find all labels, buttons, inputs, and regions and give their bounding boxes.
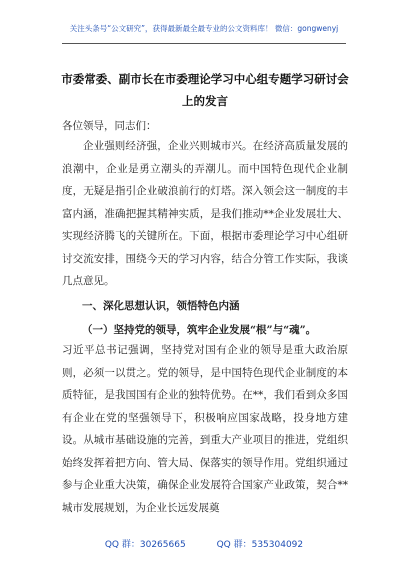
header-divider [62,43,346,44]
section-heading: 一、深化思想认识，领悟特色内涵 [82,300,240,312]
footer-qq-group-1: QQ 群：30265665 [104,540,186,550]
body-paragraph-1: 企业强则经济强，企业兴则城市兴。在经济高质量发展的浪潮中，企业是勇立潮头的弄潮儿。而中国特色现代企业制度，无疑是指引企业破浪前行的灯塔。深入领会这一制度的丰富内涵，准确把握其精神实质，是我们推动**企业发展壮大、实现经济腾飞的关键所在。下面，根据市委理论学习中心组研讨交流安排，围绕今天的学习内容，结合分管工作实际，我谈几点意见。 [62,140,348,287]
promo-text: 关注头条号“公文研究”，获得最新最全最专业的公文资料库！ 微信：gongwenyj [69,24,339,33]
body-paragraph-2: 习近平总书记强调，坚持党对国有企业的领导是重大政治原则，必须一以贯之。党的领导，是中国特色现代企业制度的本质特征，是我国国有企业的独特优势。在**，我们看到众多国有企业在党的坚强领导下，积极响应国家战略，投身地方建设。从城市基础设施的完善，到重大产业项目的推进，党组织始终发挥着把方向、管大局、保落实的领导作用。党组织通过参与企业重大决策，确保企业发展符合国家产业政策，契合**城市发展规划，为企业长远发展奠 [62,344,348,514]
title-line-1: 市委常委、副市长在市委理论学习中心组专题学习研讨会 [61,72,349,86]
footer-qq-group-2: QQ 群：535304092 [216,540,304,550]
subsection-heading: （一）坚持党的领导，筑牢企业发展“根”与“魂”。 [82,324,317,336]
salutation: 各位领导，同志们： [62,120,157,132]
document-title [55,68,355,112]
page-footer [0,537,408,550]
title-line-2: 上的发言 [182,94,228,108]
page-header [0,0,408,58]
